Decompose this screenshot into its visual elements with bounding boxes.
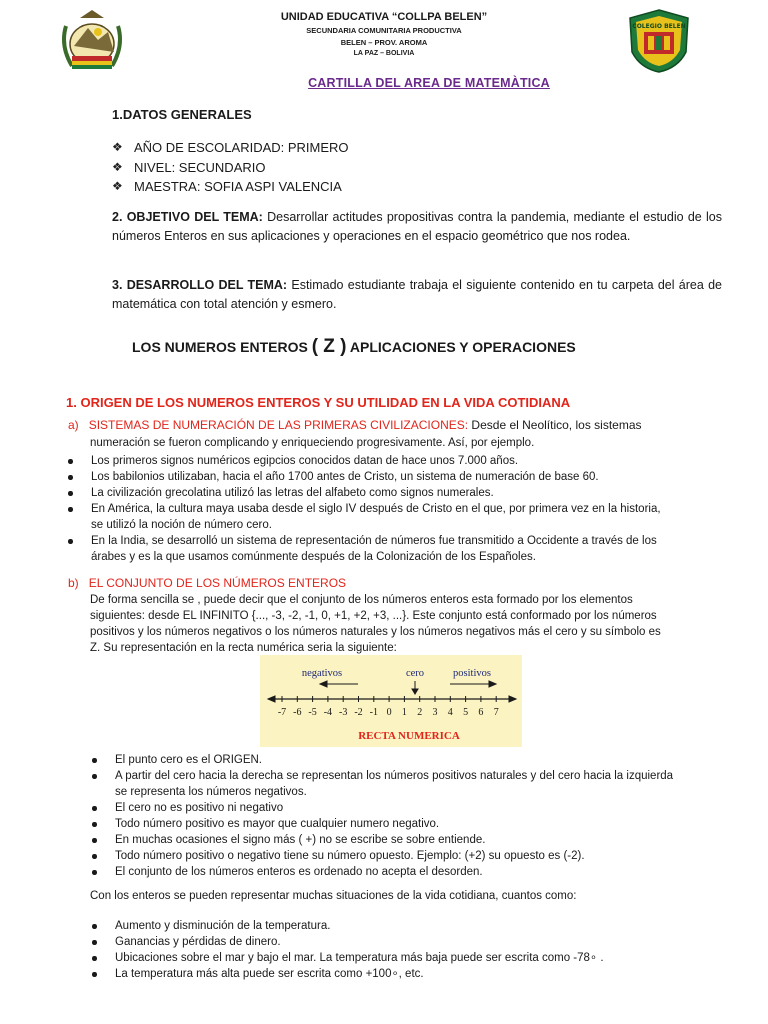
list-item-text: El conjunto de los números enteros es ordenado no acepta el desorden. bbox=[115, 866, 483, 878]
school-name: UNIDAD EDUCATIVA “COLLPA BELEN” bbox=[280, 11, 488, 23]
list-item-text: se utilizó la noción de número cero. bbox=[91, 519, 272, 531]
list-item bbox=[90, 864, 730, 880]
desarrollo-paragraph bbox=[112, 276, 722, 314]
tick-label: 0 bbox=[386, 707, 392, 718]
tick-label: 3 bbox=[432, 707, 438, 718]
tick-label: -3 bbox=[339, 707, 348, 718]
list-item-text: El punto cero es el ORIGEN. bbox=[115, 754, 263, 766]
list-item-text: árabes y es la que usamos comúnmente después de la Colonización de los Españoles. bbox=[91, 551, 536, 563]
document-title: CARTILLA DEL AREA DE MATEMÀTICA bbox=[308, 76, 550, 90]
tick-label: -4 bbox=[323, 707, 333, 718]
bullet-dot-icon bbox=[92, 838, 97, 843]
list-item bbox=[66, 501, 726, 533]
list-item-text: La temperatura más alta puede ser escrita como +100∘, etc. bbox=[115, 968, 424, 980]
diamond-bullet-icon: ❖ bbox=[112, 179, 123, 193]
list-item-text: En muchas ocasiones el signo más ( +) no se escribe se sobre entiende. bbox=[115, 834, 486, 846]
bullet-dot-icon bbox=[92, 972, 97, 977]
objetivo-paragraph bbox=[112, 208, 722, 246]
datos-list bbox=[112, 138, 349, 197]
tick-label: 6 bbox=[478, 707, 484, 718]
list-item-text: se representa los números negativos. bbox=[115, 786, 307, 798]
tick-label: 7 bbox=[493, 707, 499, 718]
bullet-dot-icon bbox=[92, 774, 97, 779]
section1-title: 1. ORIGEN DE LOS NUMEROS ENTEROS Y SU UTILIDAD EN LA VIDA COTIDIANA bbox=[66, 395, 571, 410]
list-item-text: Ubicaciones sobre el mar y bajo el mar. La temperatura más baja puede ser escrita como -78∘ . bbox=[115, 952, 604, 964]
tick-label: 1 bbox=[401, 707, 407, 718]
datos-item: ❖ MAESTRA: SOFIA ASPI VALENCIA bbox=[112, 177, 349, 197]
bolivia-coat-of-arms-icon bbox=[58, 6, 126, 74]
list-item bbox=[90, 768, 730, 800]
desarrollo-label: 3. DESARROLLO DEL TEMA: bbox=[112, 278, 288, 292]
subsection-b-heading: b) EL CONJUNTO DE LOS NÚMEROS ENTEROS bbox=[68, 576, 347, 590]
list-item bbox=[90, 918, 730, 934]
list-item bbox=[66, 533, 726, 565]
bullet-dot-icon bbox=[68, 491, 73, 496]
list-item-text: El cero no es positivo ni negativo bbox=[115, 802, 284, 814]
logo-right-text: COLEGIO BELEN bbox=[632, 23, 686, 30]
diamond-bullet-icon: ❖ bbox=[112, 159, 123, 174]
enteros-intro: Con los enteros se pueden representar muchas situaciones de la vida cotidiana, cuantos como: bbox=[90, 890, 577, 902]
list-item-text: Los primeros signos numéricos egipcios conocidos datan de hace unos 7.000 años. bbox=[91, 455, 519, 467]
subsection-a-heading: a) SISTEMAS DE NUMERACIÓN DE LAS PRIMERAS CIVILIZACIONES: Desde el Neolítico, los sistemas bbox=[68, 418, 642, 432]
tick-label: -2 bbox=[354, 707, 363, 718]
bullet-dot-icon bbox=[92, 822, 97, 827]
cero-label: cero bbox=[405, 668, 425, 679]
tick-label: -5 bbox=[308, 707, 317, 718]
paragraph-line: siguientes: desde EL INFINITO {..., -3, -2, -1, 0, +1, +2, +3, ...}. Este conjunto está conformado por los números bbox=[90, 610, 657, 622]
tick-label: -7 bbox=[277, 707, 287, 718]
list-item bbox=[90, 752, 730, 768]
subsection-b-list bbox=[90, 752, 730, 880]
bullet-dot-icon bbox=[92, 854, 97, 859]
bullet-dot-icon bbox=[68, 459, 73, 464]
bullet-dot-icon bbox=[68, 539, 73, 544]
tick-label: 4 bbox=[447, 707, 453, 718]
list-item-text: Todo número positivo es mayor que cualquier numero negativo. bbox=[115, 818, 440, 830]
paragraph-line: positivos y los números negativos o los números naturales y los números negativos más el cero y su símbolo es bbox=[90, 626, 661, 638]
datos-item: ❖ AÑO DE ESCOLARIDAD: PRIMERO bbox=[112, 138, 349, 158]
list-item bbox=[66, 485, 726, 501]
recta-numerica-label: RECTA NUMERICA bbox=[358, 730, 460, 742]
list-item-text: En América, la cultura maya usaba desde el siglo IV después de Cristo en el que, por primera vez en la historia, bbox=[91, 503, 661, 515]
list-item-text: A partir del cero hacia la derecha se representan los números positivos naturales y del cero hacia la izquierda bbox=[115, 770, 674, 782]
list-item bbox=[90, 816, 730, 832]
list-item-text: Aumento y disminución de la temperatura. bbox=[115, 920, 331, 932]
list-item bbox=[66, 453, 726, 469]
tick-label: 2 bbox=[417, 707, 423, 718]
list-item bbox=[90, 966, 730, 982]
list-item bbox=[66, 469, 726, 485]
list-item-text: Todo número positivo o negativo tiene su número opuesto. Ejemplo: (+2) su opuesto es (-2). bbox=[115, 850, 585, 862]
bullet-dot-icon bbox=[92, 870, 97, 875]
desarrollo-text: Estimado estudiante trabaja el siguiente contenido en tu carpeta del área de matemática con total atención y esmero. bbox=[112, 278, 722, 311]
negativos-label: negativos bbox=[301, 668, 343, 679]
tick-label: -6 bbox=[293, 707, 302, 718]
diamond-bullet-icon: ❖ bbox=[112, 140, 123, 154]
list-item-text: Los babilonios utilizaban, hacia el año 1700 antes de Cristo, un sistema de numeración de base 60. bbox=[91, 471, 599, 483]
list-item bbox=[90, 950, 730, 966]
paragraph-line: Z. Su representación en la recta numérica seria la siguiente: bbox=[90, 642, 397, 654]
bullet-dot-icon bbox=[92, 758, 97, 763]
objetivo-text: Desarrollar actitudes propositivas contra la pandemia, mediante el estudio de los números Enteros en sus aplicaciones y operaciones en el espacio geométrico que nos rodea. bbox=[112, 210, 723, 243]
list-item bbox=[90, 934, 730, 950]
list-item-text: La civilización grecolatina utilizó las letras del alfabeto como signos numerales. bbox=[91, 487, 494, 499]
datos-heading: 1.DATOS GENERALES bbox=[112, 107, 252, 122]
subsection-b-text bbox=[90, 592, 730, 656]
colegio-belen-shield-icon bbox=[626, 8, 692, 74]
school-location: BELEN – PROV. AROMA bbox=[340, 38, 428, 47]
bullet-dot-icon bbox=[92, 956, 97, 961]
subsection-a-list bbox=[66, 453, 726, 565]
tick-label: 5 bbox=[463, 707, 469, 718]
list-item bbox=[90, 848, 730, 864]
bullet-dot-icon bbox=[92, 806, 97, 811]
number-line-figure bbox=[260, 655, 522, 747]
bullet-dot-icon bbox=[68, 507, 73, 512]
list-item-text: En la India, se desarrolló un sistema de representación de números fue transmitido a Occidente a través de los bbox=[91, 535, 657, 547]
tick-label: -1 bbox=[369, 707, 378, 718]
bullet-dot-icon bbox=[68, 475, 73, 480]
list-item-text: Ganancias y pérdidas de dinero. bbox=[115, 936, 281, 948]
paragraph-line: De forma sencilla se , puede decir que el conjunto de los números enteros esta formado por los elementos bbox=[90, 594, 633, 606]
school-subtitle: SECUNDARIA COMUNITARIA PRODUCTIVA bbox=[306, 26, 462, 35]
school-country: LA PAZ – BOLIVIA bbox=[353, 50, 415, 57]
positivos-label: positivos bbox=[453, 668, 491, 679]
subsection-a-text: numeración se fueron complicando y enriqueciendo progresivamente. Así, por ejemplo. bbox=[90, 437, 535, 449]
bullet-dot-icon bbox=[92, 924, 97, 929]
list-item bbox=[90, 800, 730, 816]
objetivo-label: 2. OBJETIVO DEL TEMA: bbox=[112, 210, 263, 224]
enteros-uses-list bbox=[90, 918, 730, 982]
datos-item: ❖ NIVEL: SECUNDARIO bbox=[112, 158, 349, 178]
list-item bbox=[90, 832, 730, 848]
main-title: LOS NUMEROS ENTEROS ( Z ) APLICACIONES Y OPERACIONES bbox=[132, 336, 576, 357]
bullet-dot-icon bbox=[92, 940, 97, 945]
